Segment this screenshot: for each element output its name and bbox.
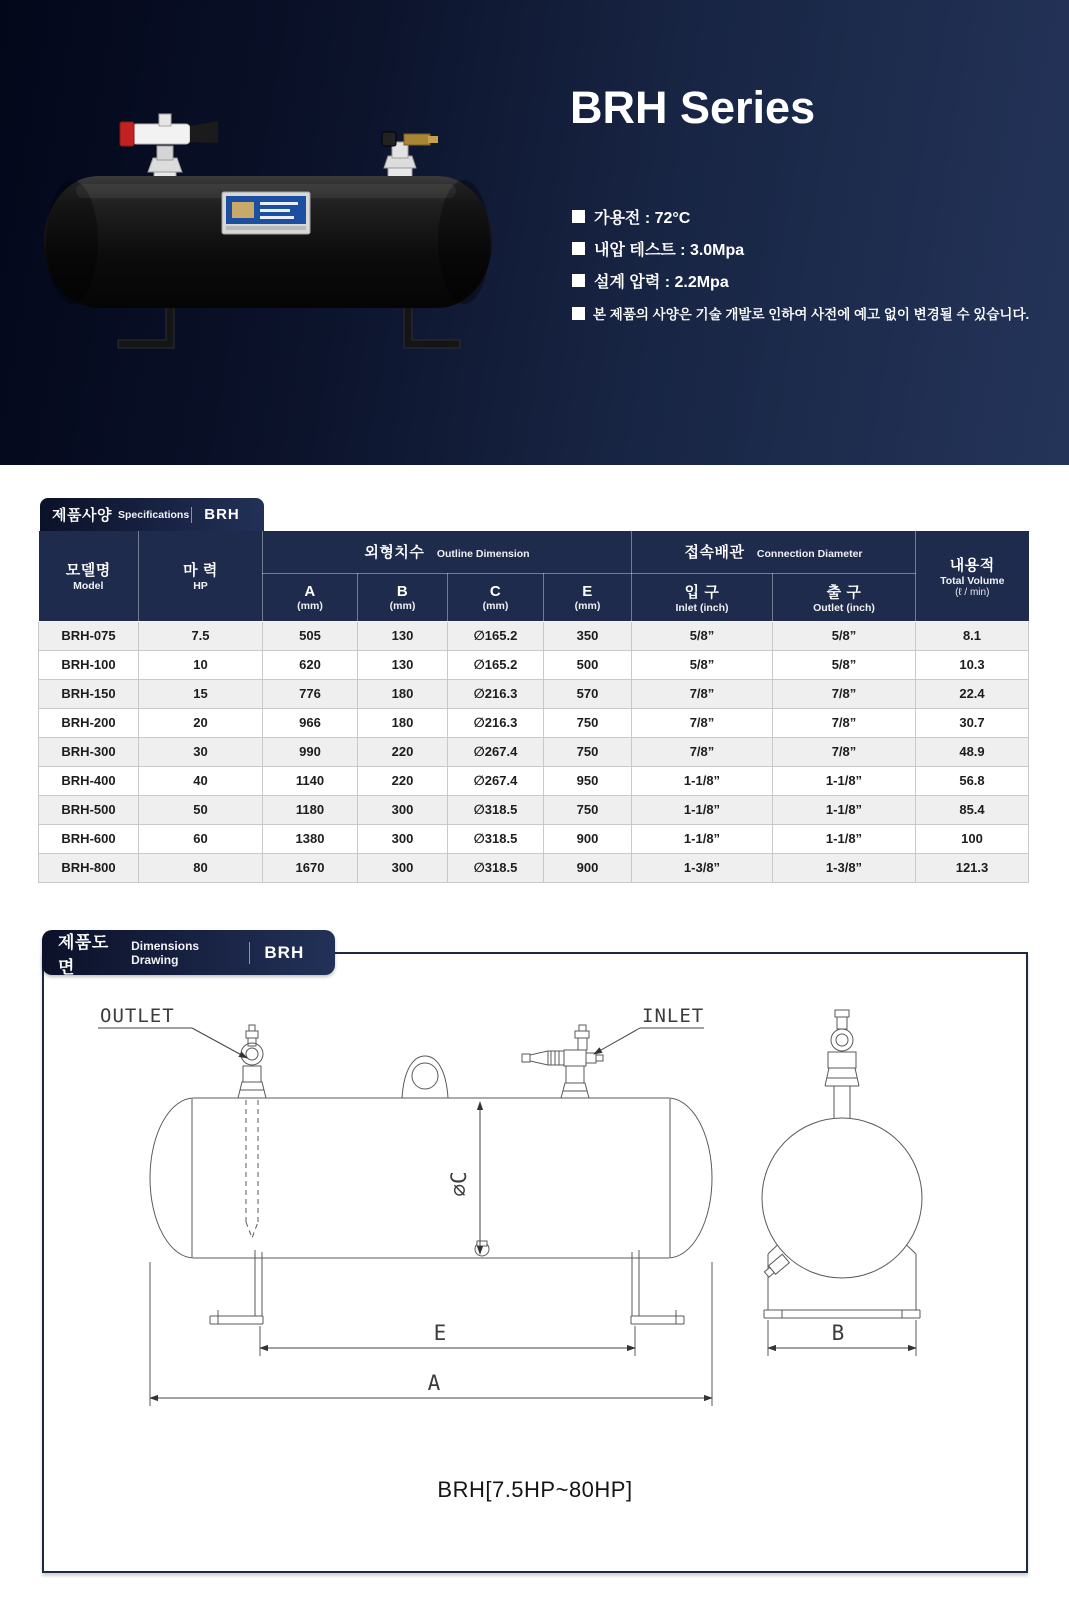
table-row xyxy=(39,853,1029,882)
cell-volume: 30.7 xyxy=(916,708,1029,737)
col-header-c: C (mm) xyxy=(448,573,544,621)
cell-inlet: 1-1/8” xyxy=(632,824,773,853)
bullet-text: 설계 압력 : 2.2Mpa xyxy=(594,273,729,291)
cell-volume: 22.4 xyxy=(916,679,1029,708)
section-tab-drawing xyxy=(42,930,335,975)
tank-end-view xyxy=(762,1010,922,1356)
cell-b: 300 xyxy=(358,795,448,824)
cell-a: 620 xyxy=(263,650,358,679)
outlet-label xyxy=(98,1005,247,1058)
cell-hp: 60 xyxy=(139,824,263,853)
cell-outlet: 7/8” xyxy=(773,737,916,766)
cell-hp: 20 xyxy=(139,708,263,737)
col-header-a: A (mm) xyxy=(263,573,358,621)
cell-inlet: 7/8” xyxy=(632,737,773,766)
col-header-b: B (mm) xyxy=(358,573,448,621)
cell-inlet: 5/8” xyxy=(632,621,773,650)
cell-outlet: 1-1/8” xyxy=(773,766,916,795)
product-photo xyxy=(36,98,510,384)
inlet-valve-icon xyxy=(522,1025,603,1098)
col-header-e: E (mm) xyxy=(544,573,632,621)
disclaimer-note xyxy=(572,303,1029,323)
cell-e: 950 xyxy=(544,766,632,795)
cell-hp: 40 xyxy=(139,766,263,795)
cell-hp: 50 xyxy=(139,795,263,824)
cell-model: BRH-075 xyxy=(39,621,139,650)
lifting-lug-icon xyxy=(402,1056,448,1098)
tab-title-en: Dimensions Drawing xyxy=(131,938,200,967)
cell-volume: 100 xyxy=(916,824,1029,853)
svg-text:INLET: INLET xyxy=(642,1005,705,1027)
nameplate xyxy=(222,192,310,234)
cell-model: BRH-600 xyxy=(39,824,139,853)
tab-badge: BRH xyxy=(264,942,305,962)
dimensions-drawing-panel xyxy=(42,952,1028,1573)
cell-volume: 56.8 xyxy=(916,766,1029,795)
tab-title-en: Specifications xyxy=(117,508,190,521)
cell-inlet: 1-3/8” xyxy=(632,853,773,882)
cell-a: 966 xyxy=(263,708,358,737)
cell-c: ∅318.5 xyxy=(448,795,544,824)
cell-hp: 7.5 xyxy=(139,621,263,650)
tab-title-ko: 제품도면 xyxy=(58,932,109,977)
col-header-volume: 내용적 Total Volume (ℓ / min) xyxy=(916,531,1029,621)
table-row xyxy=(39,824,1029,853)
spec-bullet-list xyxy=(572,200,744,296)
svg-text:∅C: ∅C xyxy=(447,1171,471,1197)
cell-outlet: 7/8” xyxy=(773,679,916,708)
spec-table-body xyxy=(39,621,1029,882)
cell-hp: 10 xyxy=(139,650,263,679)
col-header-model: 모델명 Model xyxy=(39,531,139,621)
cell-b: 220 xyxy=(358,737,448,766)
cell-e: 750 xyxy=(544,737,632,766)
cell-b: 300 xyxy=(358,824,448,853)
col-header-outlet: 출 구 Outlet (inch) xyxy=(773,573,916,621)
square-bullet-icon xyxy=(572,274,585,287)
table-row xyxy=(39,650,1029,679)
col-group-connection: 접속배관 Connection Diameter xyxy=(632,531,916,573)
foot-right-drawing xyxy=(631,1250,684,1324)
cell-e: 900 xyxy=(544,824,632,853)
dimension-e xyxy=(260,1321,635,1356)
cell-b: 180 xyxy=(358,708,448,737)
bullet-text: 가용전 : 72°C xyxy=(594,209,691,227)
cell-outlet: 1-1/8” xyxy=(773,795,916,824)
table-row xyxy=(39,766,1029,795)
cell-volume: 85.4 xyxy=(916,795,1029,824)
foot-left xyxy=(118,304,174,348)
technical-drawing xyxy=(42,952,1028,1573)
cell-outlet: 5/8” xyxy=(773,650,916,679)
spec-table xyxy=(38,531,1029,883)
cell-b: 130 xyxy=(358,650,448,679)
section-tab-specifications xyxy=(40,498,264,531)
drain-fitting-icon xyxy=(475,1241,489,1256)
dimension-a xyxy=(150,1262,712,1406)
table-row xyxy=(39,679,1029,708)
col-header-hp: 마 력 HP xyxy=(139,531,263,621)
cell-b: 180 xyxy=(358,679,448,708)
cell-c: ∅216.3 xyxy=(448,679,544,708)
tab-badge: BRH xyxy=(204,506,240,523)
cell-b: 130 xyxy=(358,621,448,650)
end-view-shell xyxy=(762,1118,922,1278)
cell-outlet: 5/8” xyxy=(773,621,916,650)
list-item xyxy=(572,200,744,232)
cell-a: 776 xyxy=(263,679,358,708)
cell-e: 500 xyxy=(544,650,632,679)
end-view-fitting xyxy=(763,1254,789,1278)
cell-inlet: 1-1/8” xyxy=(632,795,773,824)
drawing-caption: BRH[7.5HP~80HP] xyxy=(437,1477,633,1502)
cell-b: 300 xyxy=(358,853,448,882)
cell-b: 220 xyxy=(358,766,448,795)
safety-valve xyxy=(120,114,218,184)
cell-a: 990 xyxy=(263,737,358,766)
cell-model: BRH-500 xyxy=(39,795,139,824)
cell-model: BRH-400 xyxy=(39,766,139,795)
cell-c: ∅216.3 xyxy=(448,708,544,737)
inlet-label xyxy=(594,1005,704,1054)
cell-e: 570 xyxy=(544,679,632,708)
note-text: 본 제품의 사양은 기술 개발로 인하여 사전에 예고 없이 변경될 수 있습니다. xyxy=(593,307,1030,322)
cell-model: BRH-300 xyxy=(39,737,139,766)
list-item xyxy=(572,232,744,264)
table-row xyxy=(39,737,1029,766)
outlet-valve-icon xyxy=(238,1025,266,1098)
cell-hp: 15 xyxy=(139,679,263,708)
table-row xyxy=(39,708,1029,737)
cell-e: 900 xyxy=(544,853,632,882)
square-bullet-icon xyxy=(572,307,585,320)
cell-inlet: 5/8” xyxy=(632,650,773,679)
bullet-text: 내압 테스트 : 3.0Mpa xyxy=(594,241,745,259)
cell-c: ∅165.2 xyxy=(448,650,544,679)
cell-inlet: 7/8” xyxy=(632,708,773,737)
col-header-inlet: 입 구 Inlet (inch) xyxy=(632,573,773,621)
cell-model: BRH-150 xyxy=(39,679,139,708)
svg-text:B: B xyxy=(831,1321,845,1345)
square-bullet-icon xyxy=(572,242,585,255)
cell-volume: 48.9 xyxy=(916,737,1029,766)
cell-a: 1180 xyxy=(263,795,358,824)
list-item xyxy=(572,264,744,296)
svg-text:OUTLET: OUTLET xyxy=(100,1005,175,1027)
col-group-outline: 외형치수 Outline Dimension xyxy=(263,531,632,573)
page-title: BRH Series xyxy=(570,82,816,133)
cell-e: 350 xyxy=(544,621,632,650)
inlet-valve-photo xyxy=(382,132,438,182)
foot-left-drawing xyxy=(210,1250,263,1324)
cell-volume: 8.1 xyxy=(916,621,1029,650)
cell-hp: 80 xyxy=(139,853,263,882)
cell-a: 505 xyxy=(263,621,358,650)
dimension-b xyxy=(768,1320,916,1356)
cell-a: 1140 xyxy=(263,766,358,795)
svg-text:A: A xyxy=(427,1371,441,1395)
end-valve-icon xyxy=(825,1010,859,1120)
cell-e: 750 xyxy=(544,708,632,737)
hero-banner xyxy=(0,0,1069,465)
cell-c: ∅267.4 xyxy=(448,766,544,795)
dimension-c xyxy=(447,1102,480,1254)
cell-outlet: 1-3/8” xyxy=(773,853,916,882)
cell-outlet: 1-1/8” xyxy=(773,824,916,853)
table-row xyxy=(39,795,1029,824)
cell-a: 1670 xyxy=(263,853,358,882)
cell-inlet: 7/8” xyxy=(632,679,773,708)
cell-c: ∅318.5 xyxy=(448,824,544,853)
cell-outlet: 7/8” xyxy=(773,708,916,737)
cell-c: ∅318.5 xyxy=(448,853,544,882)
cell-inlet: 1-1/8” xyxy=(632,766,773,795)
tank-side-view xyxy=(150,1025,712,1324)
cell-volume: 10.3 xyxy=(916,650,1029,679)
cell-e: 750 xyxy=(544,795,632,824)
cell-volume: 121.3 xyxy=(916,853,1029,882)
cell-hp: 30 xyxy=(139,737,263,766)
table-row xyxy=(39,621,1029,650)
cell-a: 1380 xyxy=(263,824,358,853)
svg-text:E: E xyxy=(433,1321,447,1345)
cell-c: ∅165.2 xyxy=(448,621,544,650)
tab-title-ko: 제품사양 xyxy=(52,507,112,524)
cell-model: BRH-800 xyxy=(39,853,139,882)
cell-model: BRH-200 xyxy=(39,708,139,737)
foot-right xyxy=(392,304,460,348)
dip-tube xyxy=(246,1100,258,1238)
square-bullet-icon xyxy=(572,210,585,223)
cell-model: BRH-100 xyxy=(39,650,139,679)
cell-c: ∅267.4 xyxy=(448,737,544,766)
